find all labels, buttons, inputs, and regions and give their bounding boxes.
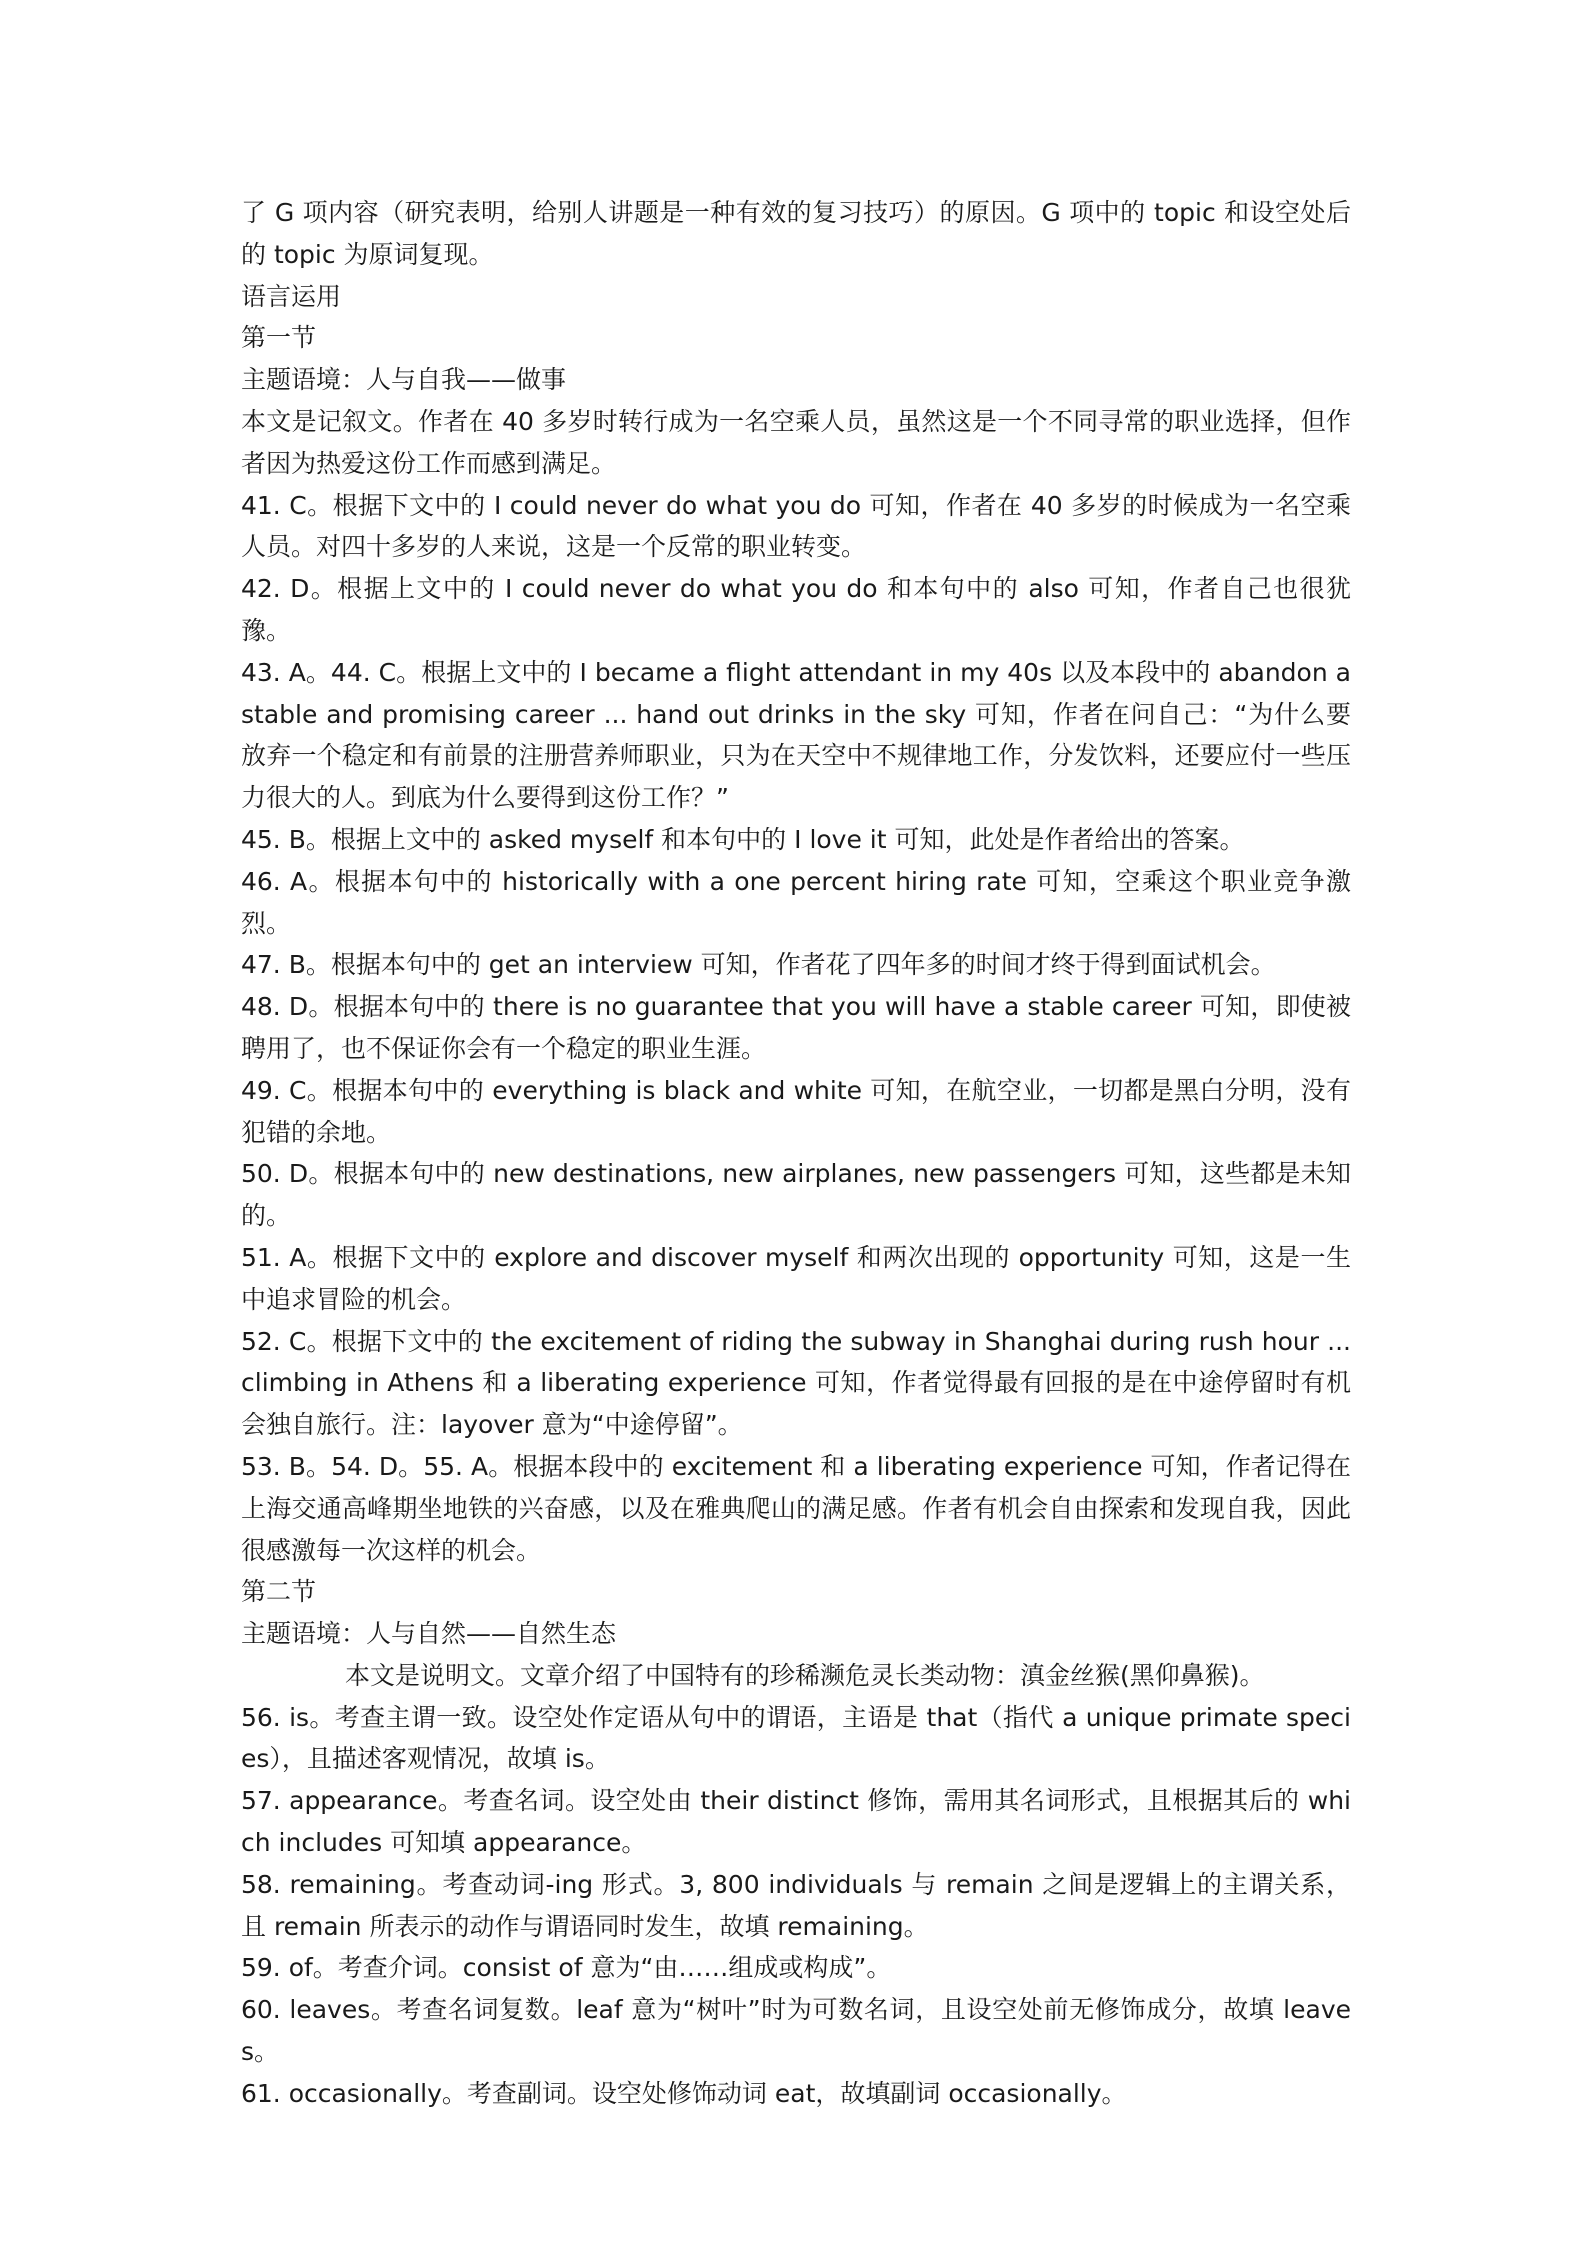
theme-context-one: 主题语境：人与自我——做事 bbox=[241, 365, 567, 395]
answer-47: 47. B。根据本句中的 get an interview 可知，作者花了四年多的时间才终于得到面试机会。 bbox=[241, 950, 1276, 980]
answer-50: 50. D。根据本句中的 new destinations, new airplanes, new passengers 可知，这些都是未知的。 bbox=[241, 1159, 1351, 1231]
answer-58: 58. remaining。考查动词-ing 形式。3, 800 individuals 与 remain 之间是逻辑上的主谓关系，且 remain 所表示的动作与谓语同时发生，故填 remaining。 bbox=[241, 1869, 1351, 1941]
document-page bbox=[241, 192, 1351, 2115]
paragraph-g-item-reason: 了 G 项内容（研究表明，给别人讲题是一种有效的复习技巧）的原因。G 项中的 topic 和设空处后的 topic 为原词复现。 bbox=[241, 198, 1351, 269]
passage-summary-one: 本文是记叙文。作者在 40 多岁时转行成为一名空乘人员，虽然这是一个不同寻常的职业选择，但作者因为热爱这份工作而感到满足。 bbox=[241, 406, 1351, 478]
heading-language-use: 语言运用 bbox=[241, 281, 342, 311]
heading-section-one: 第一节 bbox=[241, 323, 317, 353]
answer-52: 52. C。根据下文中的 the excitement of riding the subway in Shanghai during rush hour ... climbing in Athens 和 a liberating experience 可知，作者觉得最有回报的是在中途停留时有机会独自旅行。注：layover 意为“中途停留”。 bbox=[241, 1326, 1351, 1440]
answer-43-44: 43. A。44. C。根据上文中的 I became a flight attendant in my 40s 以及本段中的 abandon a stable and promising career ... hand out drinks in the sky 可知，作者在问自己：“为什么要放弃一个稳定和有前景的注册营养师职业，只为在天空中不规律地工作，分发饮料，还要应付一些压力很大的人。到底为什么要得到这份工作？” bbox=[241, 657, 1351, 813]
answer-49: 49. C。根据本句中的 everything is black and white 可知，在航空业，一切都是黑白分明，没有犯错的余地。 bbox=[241, 1075, 1351, 1147]
answer-48: 48. D。根据本句中的 there is no guarantee that you will have a stable career 可知，即使被聘用了，也不保证你会有一个稳定的职业生涯。 bbox=[241, 992, 1351, 1063]
theme-context-two: 主题语境：人与自然——自然生态 bbox=[241, 1619, 617, 1649]
answer-61: 61. occasionally。考查副词。设空处修饰动词 eat，故填副词 occasionally。 bbox=[241, 2078, 1127, 2108]
answer-51: 51. A。根据下文中的 explore and discover myself 和两次出现的 opportunity 可知，这是一生中追求冒险的机会。 bbox=[241, 1242, 1351, 1314]
answer-56: 56. is。考查主谓一致。设空处作定语从句中的谓语，主语是 that（指代 a unique primate species），且描述客观情况，故填 is。 bbox=[241, 1702, 1351, 1774]
answer-57: 57. appearance。考查名词。设空处由 their distinct 修饰，需用其名词形式，且根据其后的 which includes 可知填 appearance。 bbox=[241, 1786, 1351, 1858]
answer-60: 60. leaves。考查名词复数。leaf 意为“树叶”时为可数名词，且设空处前无修饰成分，故填 leaves。 bbox=[241, 1995, 1351, 2067]
answer-59: 59. of。考查介词。consist of 意为“由……组成或构成”。 bbox=[241, 1953, 892, 1983]
answer-45: 45. B。根据上文中的 asked myself 和本句中的 I love it 可知，此处是作者给出的答案。 bbox=[241, 824, 1245, 854]
answer-41: 41. C。根据下文中的 I could never do what you do 可知，作者在 40 多岁的时候成为一名空乘人员。对四十多岁的人来说，这是一个反常的职业转变。 bbox=[241, 490, 1351, 562]
heading-section-two: 第二节 bbox=[241, 1577, 317, 1607]
answer-53-55: 53. B。54. D。55. A。根据本段中的 excitement 和 a liberating experience 可知，作者记得在上海交通高峰期坐地铁的兴奋感，以及在雅典爬山的满足感。作者有机会自由探索和发现自我，因此很感激每一次这样的机会。 bbox=[241, 1451, 1351, 1565]
answer-46: 46. A。根据本句中的 historically with a one percent hiring rate 可知，空乘这个职业竞争激烈。 bbox=[241, 866, 1351, 938]
passage-summary-two: 本文是说明文。文章介绍了中国特有的珍稀濒危灵长类动物：滇金丝猴(黑仰鼻猴)。 bbox=[345, 1660, 1265, 1690]
answer-42: 42. D。根据上文中的 I could never do what you do 和本句中的 also 可知，作者自己也很犹豫。 bbox=[241, 574, 1351, 645]
